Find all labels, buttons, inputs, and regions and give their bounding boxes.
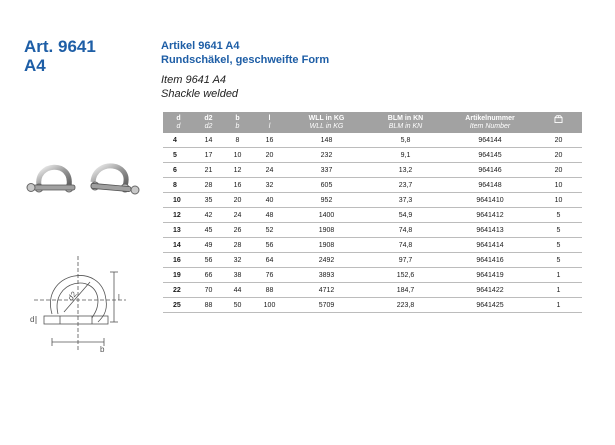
table-cell: 17 (194, 148, 223, 163)
column-header (194, 112, 223, 133)
table-cell: 12 (223, 163, 252, 178)
table-cell: 20 (535, 148, 582, 163)
table-cell: 25 (163, 298, 194, 313)
table-cell: 9641410 (445, 193, 535, 208)
table-cell: 5 (535, 208, 582, 223)
table-cell: 1400 (287, 208, 366, 223)
column-header (287, 112, 366, 133)
table-cell: 9641416 (445, 253, 535, 268)
table-row (163, 163, 582, 178)
table-cell: 16 (223, 178, 252, 193)
table-cell: 20 (223, 193, 252, 208)
table-cell: 5 (535, 223, 582, 238)
table-row (163, 208, 582, 223)
table-cell: 76 (252, 268, 287, 283)
table-cell: 1 (535, 283, 582, 298)
table-cell: 20 (535, 133, 582, 148)
table-cell: 13,2 (366, 163, 445, 178)
table-cell: 5709 (287, 298, 366, 313)
table-cell: 9641419 (445, 268, 535, 283)
spec-table (163, 112, 582, 313)
table-cell: 56 (252, 238, 287, 253)
table-cell: 35 (194, 193, 223, 208)
table-cell: 1908 (287, 238, 366, 253)
table-cell: 2492 (287, 253, 366, 268)
d2-label: d2 (66, 289, 79, 303)
table-cell: 24 (223, 208, 252, 223)
table-cell: 52 (252, 223, 287, 238)
d-label: d (30, 315, 35, 324)
table-cell: 5 (535, 238, 582, 253)
table-cell: 6 (163, 163, 194, 178)
table-cell: 4712 (287, 283, 366, 298)
column-header-sublabel: WLL in KG (309, 123, 344, 130)
table-cell: 9641413 (445, 223, 535, 238)
table-cell: 88 (252, 283, 287, 298)
table-cell: 20 (535, 163, 582, 178)
b-label: b (100, 345, 105, 354)
table-cell: 49 (194, 238, 223, 253)
table-cell: 40 (252, 193, 287, 208)
english-subtitle: Shackle welded (161, 88, 239, 100)
table-cell: 22 (163, 283, 194, 298)
column-header (535, 112, 582, 133)
product-photo (25, 152, 145, 202)
table-cell: 100 (252, 298, 287, 313)
table-cell: 16 (163, 253, 194, 268)
table-cell: 952 (287, 193, 366, 208)
table-row (163, 133, 582, 148)
table-cell: 10 (163, 193, 194, 208)
table-cell: 9641425 (445, 298, 535, 313)
table-cell: 13 (163, 223, 194, 238)
column-header-sublabel: b (235, 123, 240, 130)
article-title (24, 37, 96, 75)
article-number: Art. 9641 (24, 37, 96, 56)
column-header-label: l (268, 115, 271, 122)
table-cell: 45 (194, 223, 223, 238)
table-cell: 14 (163, 238, 194, 253)
column-header (366, 112, 445, 133)
table-cell: 1 (535, 268, 582, 283)
table-cell: 97,7 (366, 253, 445, 268)
table-cell: 70 (194, 283, 223, 298)
column-header-label: Artikelnummer (465, 115, 515, 122)
table-cell: 16 (252, 133, 287, 148)
table-row (163, 283, 582, 298)
table-cell: 50 (223, 298, 252, 313)
column-header-label: BLM in KN (387, 115, 424, 122)
table-cell: 5 (163, 148, 194, 163)
column-header (252, 112, 287, 133)
table-cell: 20 (252, 148, 287, 163)
english-title: Item 9641 A4 (161, 74, 227, 86)
column-header-sublabel: d (176, 123, 181, 130)
table-cell: 964144 (445, 133, 535, 148)
table-cell: 232 (287, 148, 366, 163)
column-header (163, 112, 194, 133)
german-subtitle: Rundschäkel, geschweifte Form (161, 54, 330, 66)
column-header-sublabel: BLM in KN (388, 123, 423, 130)
table-cell: 74,8 (366, 223, 445, 238)
table-cell: 148 (287, 133, 366, 148)
shackle-left-icon (27, 167, 75, 192)
table-cell: 9,1 (366, 148, 445, 163)
column-header (445, 112, 535, 133)
table-cell: 23,7 (366, 178, 445, 193)
column-header-label: d2 (204, 115, 213, 122)
table-cell: 964148 (445, 178, 535, 193)
german-title: Artikel 9641 A4 (161, 40, 240, 52)
table-cell: 24 (252, 163, 287, 178)
table-cell: 12 (163, 208, 194, 223)
table-cell: 9641414 (445, 238, 535, 253)
table-row (163, 178, 582, 193)
table-cell: 37,3 (366, 193, 445, 208)
table-row (163, 268, 582, 283)
column-header (223, 112, 252, 133)
table-cell: 964146 (445, 163, 535, 178)
table-cell: 5 (535, 253, 582, 268)
table-cell: 10 (535, 178, 582, 193)
technical-drawing (30, 252, 130, 362)
article-material: A4 (24, 56, 46, 75)
table-cell: 28 (223, 238, 252, 253)
table-cell: 66 (194, 268, 223, 283)
table-cell: 152,6 (366, 268, 445, 283)
column-header-sublabel: l (268, 123, 271, 130)
column-header-sublabel: Item Number (469, 123, 511, 130)
table-cell: 8 (163, 178, 194, 193)
table-cell: 184,7 (366, 283, 445, 298)
table-cell: 48 (252, 208, 287, 223)
table-row (163, 148, 582, 163)
table-cell: 8 (223, 133, 252, 148)
table-cell: 44 (223, 283, 252, 298)
table-cell: 19 (163, 268, 194, 283)
table-row (163, 298, 582, 313)
column-header-sublabel: d2 (204, 123, 213, 130)
table-cell: 74,8 (366, 238, 445, 253)
column-header-label: WLL in KG (308, 115, 345, 122)
table-cell: 56 (194, 253, 223, 268)
column-header-label: b (235, 115, 240, 122)
table-row (163, 238, 582, 253)
table-cell: 9641422 (445, 283, 535, 298)
table-cell: 21 (194, 163, 223, 178)
table-cell: 10 (223, 148, 252, 163)
l-label: l (118, 293, 120, 302)
product-header (161, 39, 329, 101)
package-icon (554, 115, 563, 123)
table-row (163, 253, 582, 268)
table-header-row (163, 112, 582, 133)
table-cell: 32 (223, 253, 252, 268)
table-cell: 64 (252, 253, 287, 268)
table-cell: 337 (287, 163, 366, 178)
table-cell: 1 (535, 298, 582, 313)
table-cell: 26 (223, 223, 252, 238)
column-header-label: d (176, 115, 181, 122)
table-cell: 5,8 (366, 133, 445, 148)
table-cell: 3893 (287, 268, 366, 283)
table-body (163, 133, 582, 313)
table-cell: 42 (194, 208, 223, 223)
table-row (163, 193, 582, 208)
table-cell: 28 (194, 178, 223, 193)
table-row (163, 223, 582, 238)
table-cell: 14 (194, 133, 223, 148)
table-cell: 4 (163, 133, 194, 148)
table-cell: 223,8 (366, 298, 445, 313)
table-cell: 964145 (445, 148, 535, 163)
table-cell: 32 (252, 178, 287, 193)
table-cell: 1908 (287, 223, 366, 238)
table-cell: 10 (535, 193, 582, 208)
table-cell: 9641412 (445, 208, 535, 223)
shackle-right-icon (91, 166, 139, 194)
table-cell: 605 (287, 178, 366, 193)
table-cell: 88 (194, 298, 223, 313)
table-cell: 38 (223, 268, 252, 283)
table-cell: 54,9 (366, 208, 445, 223)
